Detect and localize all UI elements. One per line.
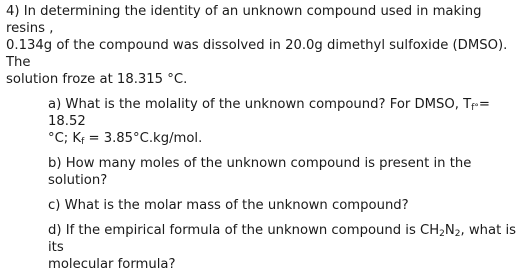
question-d-end: , what is its	[48, 223, 517, 255]
intro-line-1: 4) In determining the identity of an unknown compound used in making resins ,	[6, 4, 482, 36]
question-d	[6, 222, 518, 273]
question-a-text: a) What is the molality of the unknown compound? For DMSO, T	[48, 97, 472, 112]
question-a-tf-value: = 18.52	[48, 97, 490, 129]
question-a-kf-value: = 3.85°C.kg/mol.	[84, 131, 203, 146]
problem-text	[6, 3, 518, 273]
problem-intro	[6, 3, 518, 88]
question-d-line-2: molecular formula?	[48, 257, 176, 272]
question-c	[6, 197, 518, 214]
question-b-text: b) How many moles of the unknown compound is present in the solution?	[48, 156, 472, 188]
formula-subscript-h: 2	[439, 229, 445, 239]
intro-line-3: solution froze at 18.315 °C.	[6, 72, 188, 87]
tf-subscript: f°	[471, 103, 479, 113]
formula-subscript-n: 2	[454, 229, 461, 239]
formula-n: N	[444, 223, 455, 238]
question-b	[6, 155, 518, 189]
question-a-kf-label: °C; K	[48, 131, 82, 146]
question-d-text: d) If the empirical formula of the unknown compound is CH	[48, 223, 440, 238]
intro-line-2: 0.134g of the compound was dissolved in 20.0g dimethyl sulfoxide (DMSO). The	[6, 38, 508, 70]
kf-subscript: f	[81, 137, 85, 147]
question-a	[6, 96, 518, 147]
question-c-text: c) What is the molar mass of the unknown compound?	[48, 198, 409, 213]
